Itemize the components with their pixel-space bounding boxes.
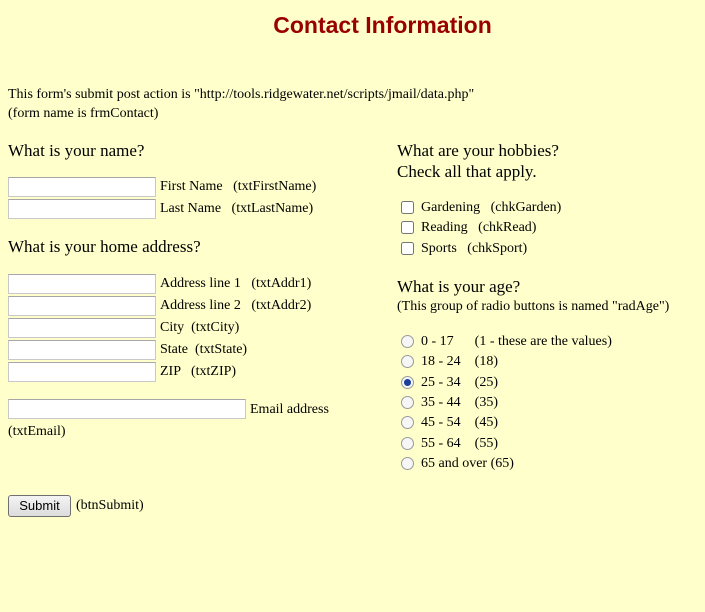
sport-checkbox[interactable] [401, 242, 414, 255]
state-label: State (txtState) [160, 342, 248, 357]
zip-label: ZIP (txtZIP) [160, 364, 237, 379]
first-name-field[interactable] [8, 177, 156, 197]
name-question: What is your name? [8, 141, 145, 160]
age-radio-65-over[interactable] [401, 457, 414, 470]
state-field[interactable] [8, 340, 156, 360]
age-radio-55-64[interactable] [401, 437, 414, 450]
age-group-note: (This group of radio buttons is named "radAge") [397, 299, 670, 314]
age-option-label: 0 - 17 (1 - these are the values) [421, 334, 612, 349]
age-option-label: 25 - 34 (25) [421, 375, 498, 390]
email-name-note: (txtEmail) [8, 424, 66, 439]
address-line2-field[interactable] [8, 296, 156, 316]
garden-label: Gardening (chkGarden) [421, 200, 562, 215]
page-title: Contact Information [273, 12, 492, 38]
garden-checkbox[interactable] [401, 201, 414, 214]
last-name-field[interactable] [8, 199, 156, 219]
address-line1-field[interactable] [8, 274, 156, 294]
age-radio-0-17[interactable] [401, 335, 414, 348]
form-action-note: This form's submit post action is "http://tools.ridgewater.net/scripts/jmail/data.php" [8, 87, 475, 102]
email-label: Email address [250, 402, 329, 417]
age-option-label: 35 - 44 (35) [421, 395, 498, 410]
address-question: What is your home address? [8, 237, 201, 256]
submit-button[interactable]: Submit [8, 495, 71, 517]
age-question: What is your age? [397, 277, 521, 296]
age-option-label: 45 - 54 (45) [421, 415, 498, 430]
first-name-label: First Name (txtFirstName) [160, 179, 317, 194]
address-line1-label: Address line 1 (txtAddr1) [160, 276, 312, 291]
address-line2-label: Address line 2 (txtAddr2) [160, 298, 312, 313]
hobbies-question: What are your hobbies? [397, 141, 559, 160]
email-field[interactable] [8, 399, 246, 419]
age-option-label: 18 - 24 (18) [421, 354, 498, 369]
age-option-label: 65 and over (65) [421, 456, 514, 471]
city-field[interactable] [8, 318, 156, 338]
sport-label: Sports (chkSport) [421, 241, 528, 256]
hobbies-instruction: Check all that apply. [397, 162, 537, 181]
last-name-label: Last Name (txtLastName) [160, 201, 314, 216]
read-checkbox[interactable] [401, 221, 414, 234]
age-radio-35-44[interactable] [401, 396, 414, 409]
age-radio-45-54[interactable] [401, 416, 414, 429]
read-label: Reading (chkRead) [421, 220, 537, 235]
submit-name-note: (btnSubmit) [76, 498, 144, 513]
zip-field[interactable] [8, 362, 156, 382]
age-radio-25-34[interactable] [401, 376, 414, 389]
age-radio-18-24[interactable] [401, 355, 414, 368]
age-option-label: 55 - 64 (55) [421, 436, 498, 451]
city-label: City (txtCity) [160, 320, 240, 335]
form-name-note: (form name is frmContact) [8, 106, 159, 121]
